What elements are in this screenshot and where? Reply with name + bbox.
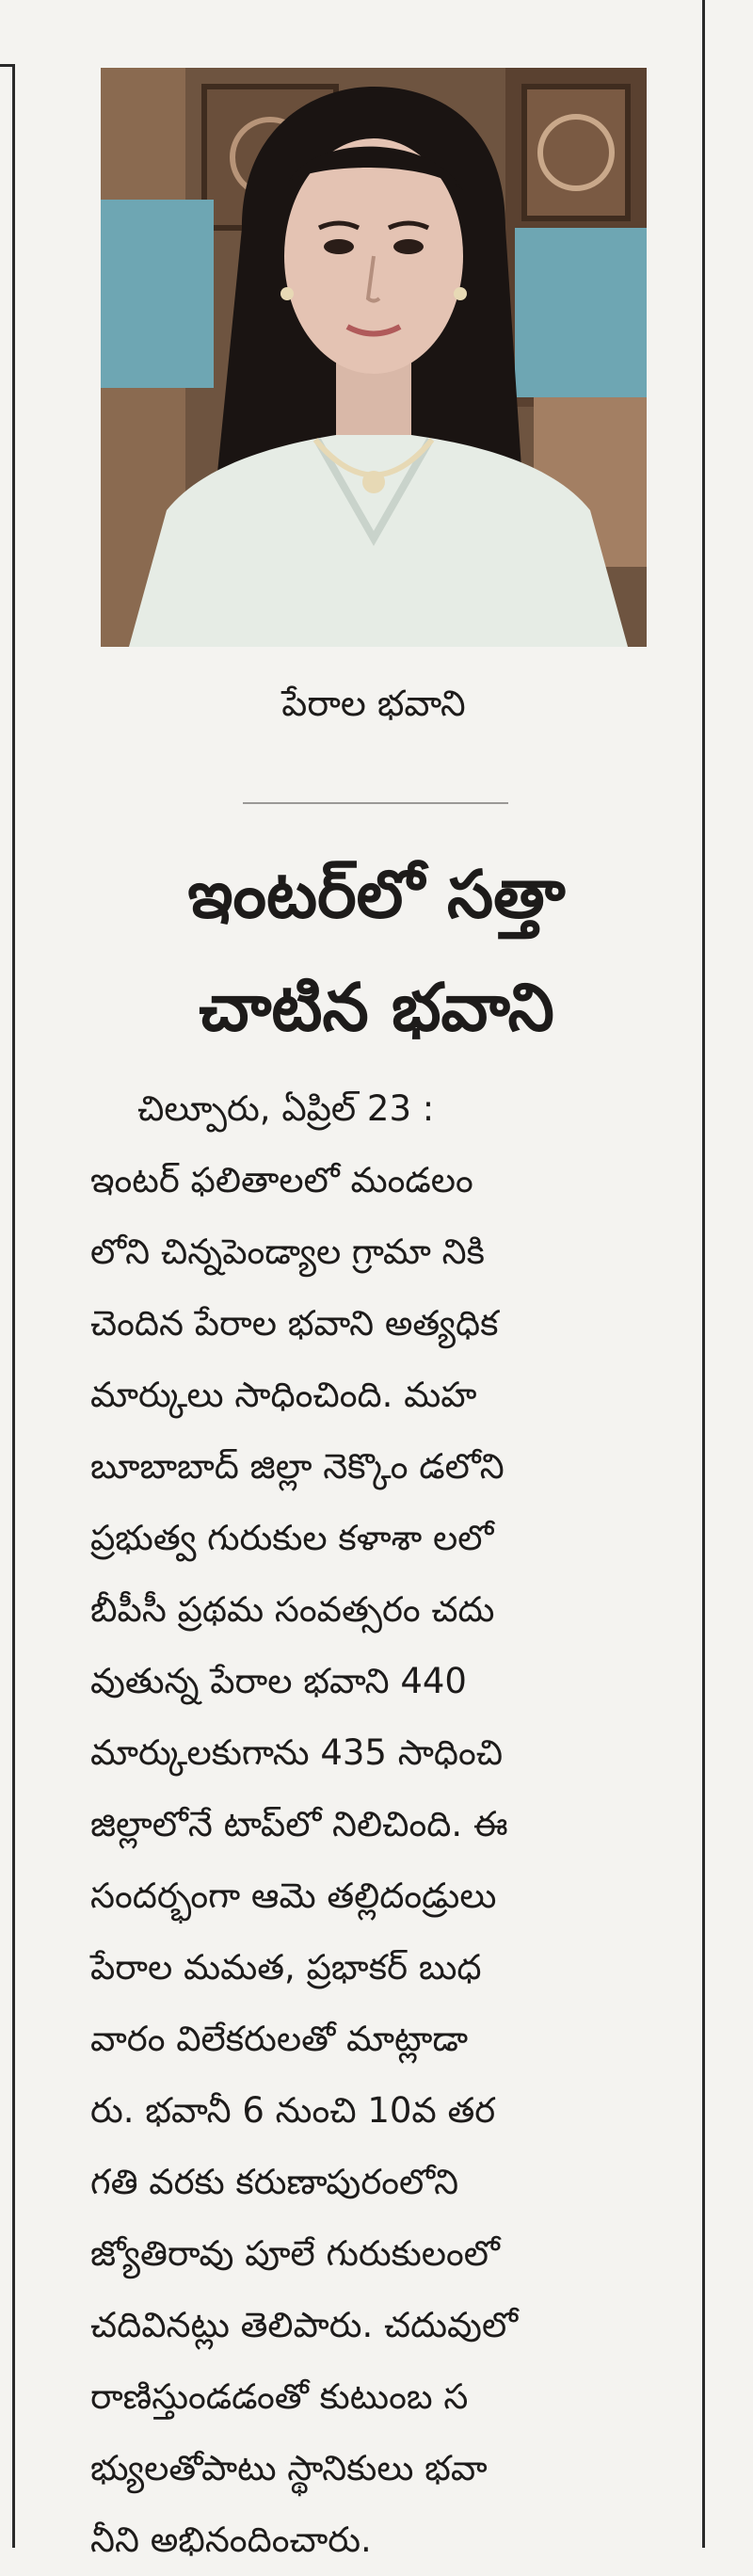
left-column-rule <box>0 66 15 2548</box>
article-line: వుతున్న పేరాల భవాని 440 <box>90 1661 467 1701</box>
portrait-illustration <box>101 68 647 647</box>
article-line: ఇంటర్ ఫలితాలలో మండలం <box>90 1160 473 1200</box>
article-line: బూబాబాద్ జిల్లా నెక్కొం డలోని <box>90 1446 505 1487</box>
article-body <box>90 1073 655 2576</box>
article-line: చదివినట్లు తెలిపారు. చదువులో <box>90 2305 519 2345</box>
article-line: మార్కులకుగాను 435 సాధించి <box>90 1732 504 1773</box>
photo-caption: పేరాల భవాని <box>281 683 466 724</box>
article-line: వారం విలేకరులతో మాట్లాడా <box>90 2019 469 2059</box>
article-line: గతి వరకు కరుణాపురంలోని <box>90 2162 459 2202</box>
headline-line: ఇంటర్‌లో సత్తా <box>187 856 566 933</box>
article-line: భ్యులతోపాటు స్థానికులు భవా <box>90 2448 488 2488</box>
article-line: జ్యోతిరావు పూలే గురుకులంలో <box>90 2233 500 2274</box>
article-line: చెందిన పేరాల భవాని అత్యధిక <box>90 1303 499 1344</box>
article-line: బీపీసీ ప్రథమ సంవత్సరం చదు <box>90 1589 495 1630</box>
portrait-photo <box>101 68 647 647</box>
headline-line: చాటిన భవాని <box>199 969 554 1046</box>
article-line: రాణిస్తుండడంతో కుటుంబ స <box>90 2376 469 2417</box>
article-line: జిల్లాలోనే టాప్‌లో నిలిచింది. ఈ <box>90 1804 508 1844</box>
article-line: చిల్పూరు, ఏప్రిల్ 23 : <box>137 1088 435 1129</box>
article-line: నీని అభినందించారు. <box>90 2520 372 2560</box>
article-line: రు. భవానీ 6 నుంచి 10వ తర <box>90 2090 496 2131</box>
article-line: లోని చిన్నపెండ్యాల గ్రామా నికి <box>90 1232 485 1272</box>
article-line: పేరాల మమత, ప్రభాకర్ బుధ <box>90 1947 482 1988</box>
caption-divider <box>243 802 508 804</box>
headline <box>85 838 668 1064</box>
right-column-rule <box>702 0 705 2548</box>
article-line: ప్రభుత్వ గురుకుల కళాశా లలో <box>90 1518 494 1558</box>
article-line: మార్కులు సాధించింది. మహ <box>90 1375 477 1415</box>
article-line: సందర్భంగా ఆమె తల్లిదండ్రులు <box>90 1876 497 1916</box>
